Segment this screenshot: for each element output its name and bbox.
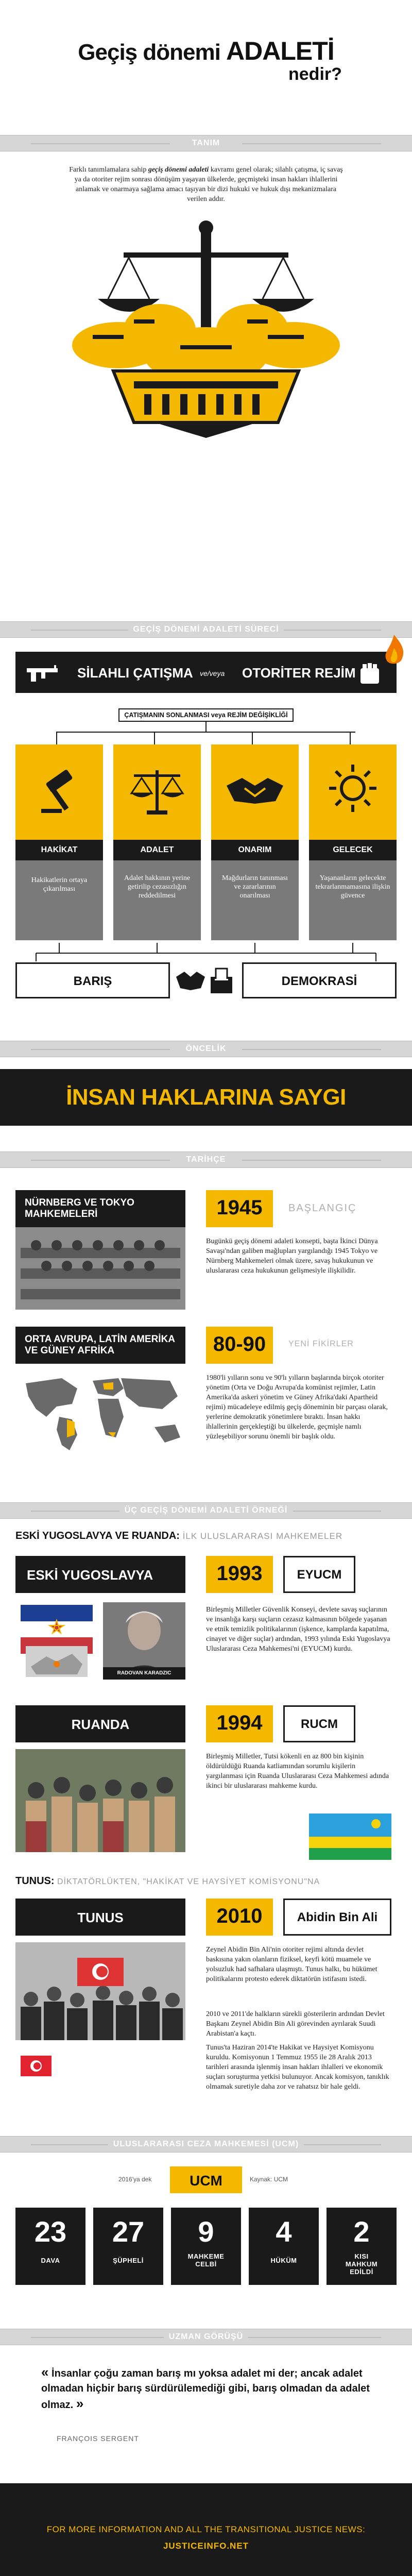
handshake-icon <box>224 773 286 809</box>
history-tag: BAŞLANGIÇ <box>288 1202 357 1214</box>
pillar-title: ADALET <box>113 840 201 860</box>
section-label: UZMAN GÖRÜŞÜ <box>164 2332 248 2342</box>
rifle-icon <box>26 661 62 684</box>
case-text-3: Tunus'ta Haziran 2014'te Hakikat ve Haysiyet Komisyonu kuruldu. Komisyonun 1 Temmuz 1955 ile 28 Aralık 2013 tarihleri arasında işlenmiş insan hakları ihlalleri ve ekonomik suçları soruşturma yetkisi bulunuyor. Ancak komisyon, tanıklık olmamak suretiyle daha zor ve rahatsız bir hale geldi. <box>206 2044 389 2091</box>
case-code: Abidin Bin Ali <box>283 1899 391 1936</box>
icc-subtitle-right: Kaynak: UCM <box>250 2176 288 2183</box>
rwanda-photo <box>15 1749 185 1852</box>
justice-illustration <box>62 216 350 438</box>
title-plain: Geçiş dönemi <box>78 40 227 65</box>
yugoslavia-heading: ESKİ YUGOSLAVYA VE RUANDA: İLK ULUSLARARASI MAHKEMELER <box>15 1530 343 1541</box>
pillar-adalet <box>113 744 201 940</box>
case-year: 1994 <box>206 1705 273 1742</box>
karadzic-photo <box>103 1602 185 1680</box>
pillar-text: Hakikatlerin ortaya çıkarılması <box>31 876 88 893</box>
case-year: 1993 <box>206 1556 273 1593</box>
history-text: 1980'li yılların sonu ve 90'lı yılların başlarında birçok otoriter yönetim (Orta ve Doğu Avrupa'da komünist rejimler, Latin Amerika'da askeri yönetim ve Güney Afrika'daki Apartheid rejimi) mücadeleye edilmiş geçiş döneminin bir parçası olarak, yerlerine demokratik yönetimlere bıraktı. İnsan hakkı ihlallerinin gerçekleştiği bu ülkelerde, geçmişle namlı yüzleşebiliyor sorunu önemli bir başlık oldu. <box>206 1374 388 1440</box>
connector-label: ve/veya <box>200 669 225 677</box>
stat-label: MAHKEME CELBİ <box>187 2252 225 2268</box>
pillar-text: Mağdurların tanınması ve zararlarının onarılması <box>222 874 288 900</box>
section-label: TARİHÇE <box>181 1155 231 1164</box>
pillar-text: Yaşananların gelecekte tekrarlanmamasına ilişkin güvence <box>315 874 390 900</box>
history-year: 1945 <box>206 1190 273 1227</box>
pillar-hakikat <box>15 744 103 940</box>
pillar-title: GELECEK <box>309 840 397 860</box>
rwanda-flag <box>309 1814 391 1860</box>
definition-term: geçiş dönemi adaleti <box>148 166 209 174</box>
flame-icon <box>381 634 407 670</box>
pillar-title: HAKİKAT <box>15 840 103 860</box>
stat-value: 27 <box>112 2215 145 2248</box>
priority-text: İNSAN HAKLARINA SAYGI <box>66 1084 346 1110</box>
case-year: 2010 <box>206 1899 273 1936</box>
stat-label: DAVA <box>41 2257 60 2264</box>
tunisia-heading: TUNUS: DİKTATÖRLÜKTEN, "HAKİKAT VE HAYSİYET KOMİSYONU"NA <box>15 1875 320 1887</box>
stat-label: ŞÜPHELİ <box>113 2257 144 2264</box>
page-title <box>0 36 412 66</box>
scales-icon <box>129 765 185 817</box>
gavel-icon <box>36 765 82 817</box>
stat-value: 23 <box>34 2215 67 2248</box>
case-country: TUNUS <box>15 1899 185 1936</box>
section-priority <box>0 1041 412 1057</box>
definition-text: Farklı tanımlamalara sahip geçiş dönemi adaleti kavramı genel olarak; silahlı çatışma, iç savaş ya da otoriter rejim sonrası dönüşüm yaşayan ülkelerde, geçmişteki insan hakları ihlallerini anlamak ve onarmaya sağlama amacı taşıyan bir dizi hukuki ve hukuk dışı mekanizmalara verilen addır. <box>69 166 343 203</box>
icc-subtitle-left: 2016'ya dek <box>118 2176 152 2183</box>
footer-link[interactable]: JUSTICEINFO.NET <box>163 2541 249 2551</box>
history-tag: YENİ FİKİRLER <box>288 1340 354 1348</box>
stat-value: 9 <box>198 2215 214 2248</box>
case-country: ESKİ YUGOSLAVYA <box>15 1556 185 1593</box>
case-country: RUANDA <box>15 1705 185 1742</box>
section-history <box>0 1151 412 1168</box>
section-expert <box>0 2329 412 2345</box>
peace-box: BARIŞ <box>15 962 170 998</box>
icc-center: UCM <box>170 2166 242 2193</box>
photo-caption: RADOVAN KARADZIC <box>103 1667 185 1680</box>
world-map <box>15 1368 185 1455</box>
pillar-gelecek <box>309 744 397 940</box>
sun-icon <box>327 762 379 814</box>
armed-conflict-label: SİLAHLI ÇATIŞMA <box>77 665 193 681</box>
title-bold: ADALETİ <box>226 37 334 65</box>
stat-label: HÜKÜM <box>270 2257 297 2264</box>
section-label: GEÇİŞ DÖNEMİ ADALETİ SÜRECİ <box>128 625 284 634</box>
case-text-2: 2010 ve 2011'de halkların sürekli gösterilerin ardından Devlet Başkanı Zeynel Abidin Bin Ali görevinden ayrılarak Suudi Arabistan'a kaçtı. <box>206 2010 385 2038</box>
stat-card <box>15 2208 85 2285</box>
handshake-icon <box>175 968 206 993</box>
history-title: ORTA AVRUPA, LATİN AMERİKA VE GÜNEY AFRİKA <box>15 1327 185 1364</box>
icc-stats <box>15 2208 397 2285</box>
section-label: ÖNCELİK <box>181 1044 232 1054</box>
section-definition <box>0 135 412 151</box>
case-code: EYUCM <box>283 1556 355 1593</box>
stat-card <box>249 2208 319 2285</box>
page-subtitle: nedir? <box>288 64 342 84</box>
case-text: Birleşmiş Milletler, Tutsi kökenli en az 800 bin kişinin öldürüldüğü Ruanda katliamından sorumlu kişilerin yargılanması için Ruanda Uluslararası Ceza Mahkemesi adında ikinci bir uluslararası mahkeme kurdu. <box>206 1753 389 1790</box>
stat-label: KISI MAHKUM EDİLDİ <box>345 2252 378 2276</box>
section-icc <box>0 2136 412 2153</box>
section-label: TANIM <box>187 139 225 148</box>
history-title: NÜRNBERG VE TOKYO MAHKEMELERİ <box>15 1190 185 1227</box>
section-examples <box>0 1502 412 1519</box>
conflict-bar <box>15 652 397 693</box>
priority-banner <box>0 1069 412 1126</box>
expert-author: FRANÇOIS SERGENT <box>57 2434 139 2443</box>
pillar-title: ONARIM <box>211 840 299 860</box>
stat-card <box>93 2208 163 2285</box>
pillar-onarim <box>211 744 299 940</box>
tunisia-photo <box>15 1942 185 2040</box>
stat-card <box>171 2208 241 2285</box>
case-code: RUCM <box>283 1705 355 1742</box>
stat-value: 2 <box>353 2215 370 2248</box>
case-text-1: Zeynel Abidin Bin Ali'nin otoriter rejimi altında devlet baskısına yakın olanların fiziksel, keyfi kötü muamele ve yolsuzluk had safhalara ulaşmıştı. Tunus halkı, bu hükümet politikalarını protesto ederek diktatörün istifasını istedi. <box>206 1946 377 1983</box>
stat-card <box>327 2208 397 2285</box>
history-year: 80-90 <box>206 1327 273 1364</box>
footer-line1: FOR MORE INFORMATION AND ALL THE TRANSITIONAL JUSTICE NEWS: <box>46 2524 366 2534</box>
pillars <box>15 744 397 940</box>
history-photo <box>15 1227 185 1310</box>
democracy-box: DEMOKRASİ <box>242 962 397 998</box>
expert-quote: « İnsanlar çoğu zaman barış mı yoksa adalet mi der; ancak adalet olmadan hiçbir barış sürdürülemediği gibi, barış olmadan da adalet olmaz. » <box>41 2364 370 2411</box>
tunisia-flag <box>21 2056 52 2076</box>
footer <box>0 2483 412 2576</box>
history-text: Bugünkü geçiş dönemi adaleti konsepti, başta İkinci Dünya Savaşı'ndan galiben mağlupları yargılandığı 1945 Tokyo ve Nürnberg Mahkemeleri olmak üzere, savaş hukukunun ve uluslararası ceza hukukunun gelişmesiyle ilişkilidir. <box>206 1238 378 1275</box>
section-label: ULUSLARARASI CEZA MAHKEMESİ (UCM) <box>108 2140 304 2149</box>
ballot-box-icon <box>209 967 234 994</box>
transition-label: ÇATIŞMANIN SONLANMASI veya REJİM DEĞİŞİKLİĞİ <box>118 708 294 722</box>
case-text: Birleşmiş Milletler Güvenlik Konseyi, devlete savaş suçlarının ve insanlığa karşı suçların cezasız kalmasının bölgede yaşanan ve etnik temizlik politikalarının (işkence, kamplarda kapatılma, cinayet ve diğer suçlar) ardından, 1993 yılında Eski Yugoslavya Uluslararası Ceza Mahkemesi'ni (EYUCM) kurdu. <box>206 1606 390 1653</box>
section-label: ÜÇ GEÇİŞ DÖNEMİ ADALETİ ÖRNEĞİ <box>119 1506 293 1515</box>
regime-label: OTORİTER REJİM <box>242 665 356 681</box>
pillar-text: Adalet hakkının yerine getirilip cezasızlığın reddedilmesi <box>124 874 191 900</box>
section-process <box>0 621 412 638</box>
stat-value: 4 <box>276 2215 292 2248</box>
